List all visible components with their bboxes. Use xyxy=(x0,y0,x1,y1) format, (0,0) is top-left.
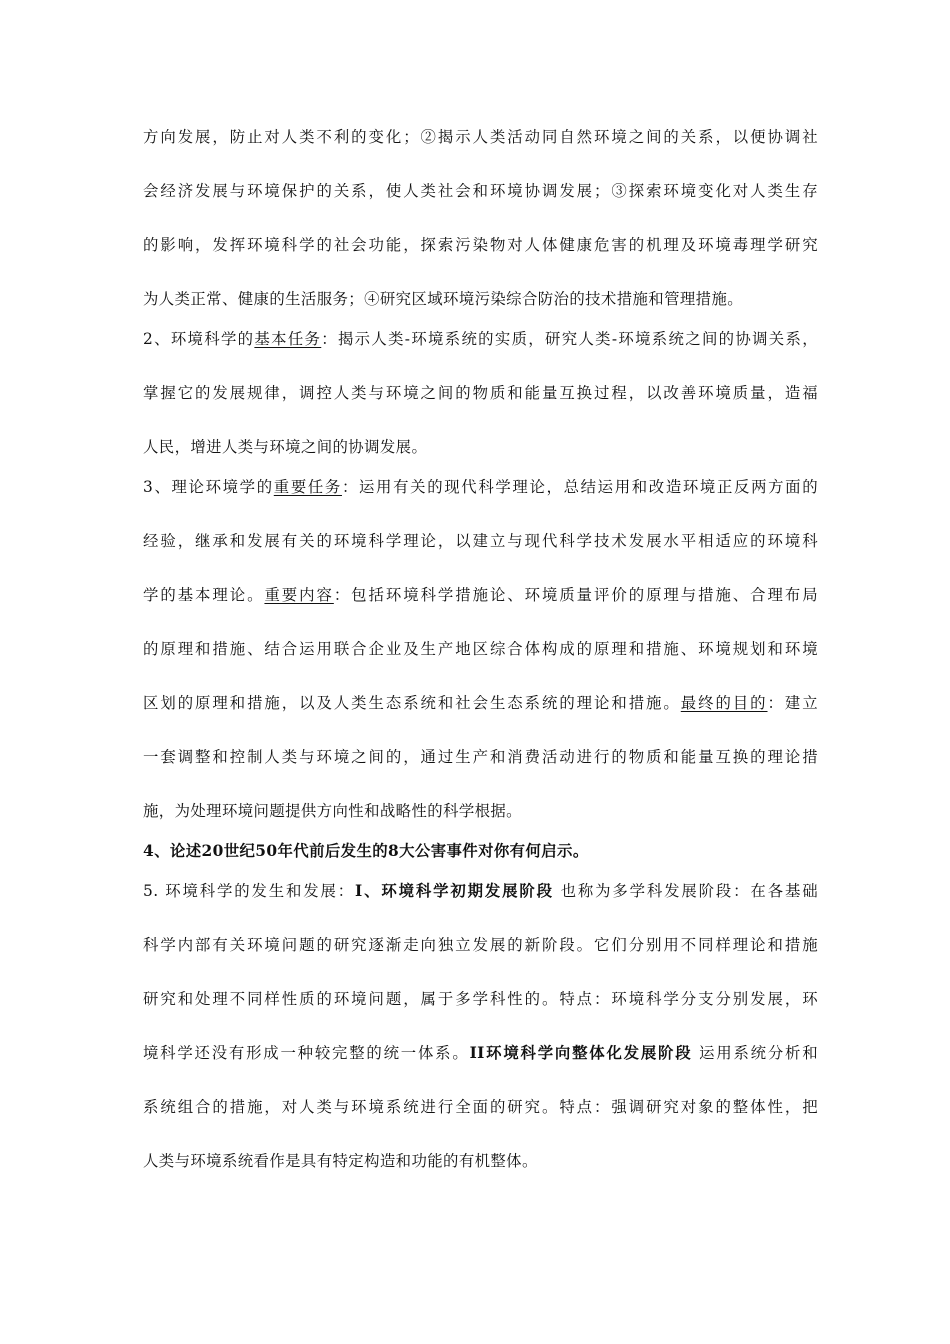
text-run: 学的基本理论。 xyxy=(143,586,265,604)
text-run: 5. 环境科学的发生和发展： xyxy=(143,882,356,900)
text-run: 3、理论环境学的 xyxy=(143,478,274,496)
text-run: 经验，继承和发展有关的环境科学理论，以建立与现代科学技术发展水平相适应的环境科 xyxy=(143,532,818,550)
text-line xyxy=(143,472,818,526)
underlined-term-important-task: 重要任务 xyxy=(273,478,342,496)
text-line xyxy=(143,742,818,796)
text-line xyxy=(143,324,818,378)
text-line xyxy=(143,526,818,580)
text-line xyxy=(143,1038,818,1092)
text-run: 方向发展，防止对人类不利的变化；②揭示人类活动同自然环境之间的关系，以便协调社 xyxy=(143,128,818,146)
text-run: 科学内部有关环境问题的研究逐渐走向独立发展的新阶段。它们分别用不同样理论和措施 xyxy=(143,936,818,954)
text-run: 境科学还没有形成一种较完整的统一体系。 xyxy=(143,1044,470,1062)
text-line xyxy=(143,122,818,176)
text-line xyxy=(143,1092,818,1146)
text-run: 人类与环境系统看作是具有特定构造和功能的有机整体。 xyxy=(143,1152,538,1170)
text-run: ：运用有关的现代科学理论，总结运用和改造环境正反两方面的 xyxy=(341,478,818,496)
text-line xyxy=(143,836,818,876)
text-run: 会经济发展与环境保护的关系，使人类社会和环境协调发展；③探索环境变化对人类生存 xyxy=(143,182,818,200)
text-line xyxy=(143,634,818,688)
text-line xyxy=(143,284,818,324)
bold-term-stage-two: II环境科学向整体化发展阶段 xyxy=(469,1044,693,1062)
text-run: 的影响，发挥环境科学的社会功能，探索污染物对人体健康危害的机理及环境毒理学研究 xyxy=(143,236,818,254)
text-line xyxy=(143,688,818,742)
text-line xyxy=(143,876,818,930)
bold-term-stage-one: I、环境科学初期发展阶段 xyxy=(355,882,554,900)
text-run: 施，为处理环境问题提供方向性和战略性的科学根据。 xyxy=(143,802,522,820)
text-run: 系统组合的措施，对人类与环境系统进行全面的研究。特点：强调研究对象的整体性，把 xyxy=(143,1098,818,1116)
text-line xyxy=(143,1146,818,1186)
underlined-term-important-content: 重要内容 xyxy=(264,586,334,604)
text-line xyxy=(143,176,818,230)
text-run: 为人类正常、健康的生活服务；④研究区域环境污染综合防治的技术措施和管理措施。 xyxy=(143,290,744,308)
text-run: ：建立 xyxy=(767,694,818,712)
text-run: ：包括环境科学措施论、环境质量评价的原理与措施、合理布局 xyxy=(333,586,818,604)
text-run: 研究和处理不同样性质的环境问题，属于多学科性的。特点：环境科学分支分别发展，环 xyxy=(143,990,818,1008)
text-line xyxy=(143,796,818,836)
text-run: 2、环境科学的 xyxy=(143,330,255,348)
text-line xyxy=(143,580,818,634)
text-line xyxy=(143,984,818,1038)
text-run: ：揭示人类-环境系统的实质，研究人类-环境系统之间的协调关系， xyxy=(321,330,818,348)
text-line xyxy=(143,930,818,984)
underlined-term-basic-task: 基本任务 xyxy=(254,330,322,348)
text-run: 的原理和措施、结合运用联合企业及生产地区综合体构成的原理和措施、环境规划和环境 xyxy=(143,640,818,658)
text-run: 一套调整和控制人类与环境之间的，通过生产和消费活动进行的物质和能量互换的理论措 xyxy=(143,748,818,766)
text-line xyxy=(143,230,818,284)
question-heading: 4、论述20世纪50年代前后发生的8大公害事件对你有何启示。 xyxy=(143,842,589,860)
text-run: 区划的原理和措施，以及人类生态系统和社会生态系统的理论和措施。 xyxy=(143,694,681,712)
text-run: 人民，增进人类与环境之间的协调发展。 xyxy=(143,438,428,456)
text-run: 运用系统分析和 xyxy=(692,1044,818,1062)
text-line xyxy=(143,378,818,432)
underlined-term-final-goal: 最终的目的 xyxy=(680,694,768,712)
text-line xyxy=(143,432,818,472)
text-run: 掌握它的发展规律，调控人类与环境之间的物质和能量互换过程，以改善环境质量，造福 xyxy=(143,384,818,402)
text-run: 也称为多学科发展阶段：在各基础 xyxy=(553,882,818,900)
